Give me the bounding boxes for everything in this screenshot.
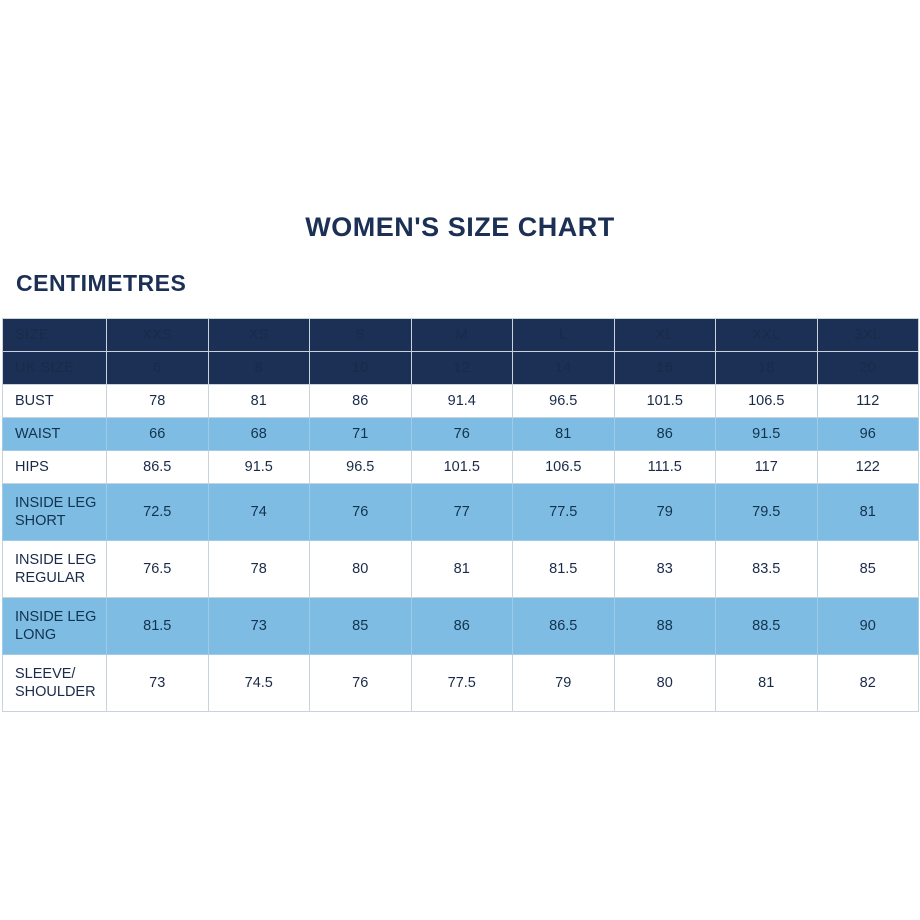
row-label <box>3 598 107 655</box>
table-cell: 81 <box>716 655 818 712</box>
table-cell: 96 <box>817 418 919 451</box>
table-cell: 77 <box>411 484 513 541</box>
column-header-size: SIZE <box>3 319 107 352</box>
table-cell: 101.5 <box>411 451 513 484</box>
row-label <box>3 484 107 541</box>
table-cell: 81 <box>817 484 919 541</box>
column-header-xxs: XXS <box>107 319 209 352</box>
table-cell: 86.5 <box>513 598 615 655</box>
column-header-m: M <box>411 319 513 352</box>
table-cell: 16 <box>614 352 716 385</box>
column-header-l: L <box>513 319 615 352</box>
table-cell: 80 <box>614 655 716 712</box>
table-cell: 81 <box>208 385 310 418</box>
table-cell: 66 <box>107 418 209 451</box>
table-cell: 85 <box>310 598 412 655</box>
table-cell: 78 <box>107 385 209 418</box>
page-title: WOMEN'S SIZE CHART <box>305 212 615 242</box>
table-row <box>3 352 919 385</box>
units-label: CENTIMETRES <box>16 270 187 296</box>
table-cell: 78 <box>208 541 310 598</box>
table-cell: 81.5 <box>107 598 209 655</box>
table-cell: 6 <box>107 352 209 385</box>
table-cell: 71 <box>310 418 412 451</box>
table-cell: 117 <box>716 451 818 484</box>
table-header-row <box>3 319 919 352</box>
table-cell: 79 <box>513 655 615 712</box>
size-chart-table <box>2 318 919 712</box>
row-label: UK SIZE <box>3 352 107 385</box>
table-cell: 74 <box>208 484 310 541</box>
row-label-line: LONG <box>15 627 57 643</box>
table-cell: 8 <box>208 352 310 385</box>
table-cell: 91.5 <box>716 418 818 451</box>
table-cell: 85 <box>817 541 919 598</box>
column-header-xs: XS <box>208 319 310 352</box>
table-cell: 122 <box>817 451 919 484</box>
table-cell: 106.5 <box>513 451 615 484</box>
row-label-line: SLEEVE/ <box>15 665 76 682</box>
table-cell: 86.5 <box>107 451 209 484</box>
column-header-s: S <box>310 319 412 352</box>
table-cell: 76 <box>310 484 412 541</box>
table-cell: 20 <box>817 352 919 385</box>
table-cell: 91.4 <box>411 385 513 418</box>
table-cell: 81 <box>513 418 615 451</box>
table-cell: 74.5 <box>208 655 310 712</box>
row-label: HIPS <box>3 451 107 484</box>
table-row <box>3 418 919 451</box>
table-cell: 91.5 <box>208 451 310 484</box>
table-cell: 83.5 <box>716 541 818 598</box>
table-cell: 111.5 <box>614 451 716 484</box>
row-label <box>3 655 107 712</box>
table-cell: 76 <box>411 418 513 451</box>
table-cell: 86 <box>411 598 513 655</box>
table-row <box>3 541 919 598</box>
table-cell: 88.5 <box>716 598 818 655</box>
row-label-line: INSIDE LEG <box>15 608 97 625</box>
table-cell: 77.5 <box>411 655 513 712</box>
table-cell: 72.5 <box>107 484 209 541</box>
table-cell: 106.5 <box>716 385 818 418</box>
table-cell: 10 <box>310 352 412 385</box>
row-label: WAIST <box>3 418 107 451</box>
table-cell: 14 <box>513 352 615 385</box>
table-cell: 80 <box>310 541 412 598</box>
column-header-3xl: 3XL <box>817 319 919 352</box>
table-cell: 96.5 <box>513 385 615 418</box>
row-label <box>3 541 107 598</box>
table-cell: 96.5 <box>310 451 412 484</box>
table-row <box>3 655 919 712</box>
table-cell: 88 <box>614 598 716 655</box>
table-cell: 76.5 <box>107 541 209 598</box>
table-cell: 90 <box>817 598 919 655</box>
row-label-line: INSIDE LEG <box>15 494 97 511</box>
column-header-xl: XL <box>614 319 716 352</box>
table-cell: 18 <box>716 352 818 385</box>
table-cell: 112 <box>817 385 919 418</box>
table-cell: 101.5 <box>614 385 716 418</box>
table-cell: 79.5 <box>716 484 818 541</box>
table-cell: 82 <box>817 655 919 712</box>
table-cell: 86 <box>614 418 716 451</box>
size-chart-table-wrapper <box>2 318 918 712</box>
table-cell: 77.5 <box>513 484 615 541</box>
table-cell: 68 <box>208 418 310 451</box>
table-cell: 83 <box>614 541 716 598</box>
table-cell: 81 <box>411 541 513 598</box>
table-cell: 79 <box>614 484 716 541</box>
row-label-line: INSIDE LEG <box>15 551 97 568</box>
table-cell: 73 <box>107 655 209 712</box>
table-cell: 12 <box>411 352 513 385</box>
table-cell: 86 <box>310 385 412 418</box>
table-row <box>3 385 919 418</box>
row-label-line: REGULAR <box>15 570 86 586</box>
table-cell: 81.5 <box>513 541 615 598</box>
row-label: BUST <box>3 385 107 418</box>
table-row <box>3 484 919 541</box>
table-row <box>3 598 919 655</box>
column-header-xxl: XXL <box>716 319 818 352</box>
table-cell: 73 <box>208 598 310 655</box>
row-label-line: SHORT <box>15 513 66 529</box>
table-row <box>3 451 919 484</box>
row-label-line: SHOULDER <box>15 684 96 700</box>
table-cell: 76 <box>310 655 412 712</box>
